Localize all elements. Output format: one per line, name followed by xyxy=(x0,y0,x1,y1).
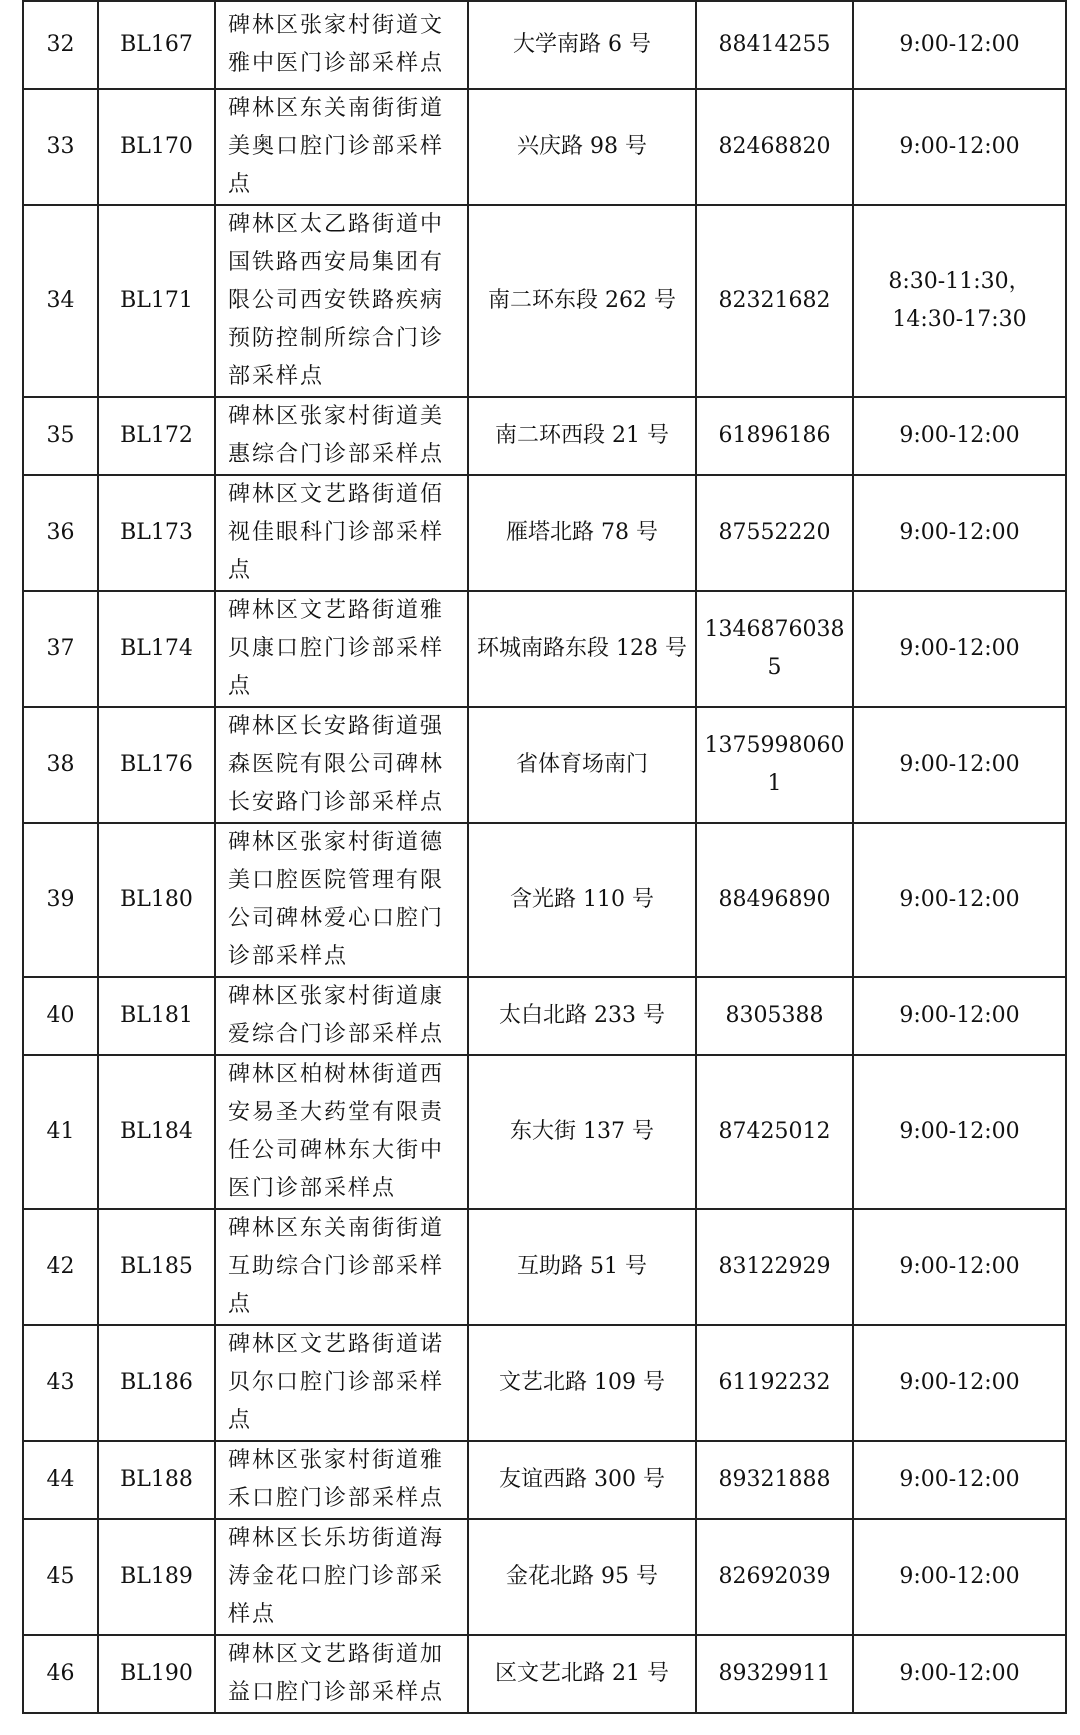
site-name-cell: 碑林区长乐坊街道海涛金花口腔门诊部采样点 xyxy=(215,1519,468,1635)
row-number-cell: 35 xyxy=(23,397,98,475)
hours-cell: 9:00-12:00 xyxy=(853,89,1066,205)
address-cell: 省体育场南门 xyxy=(468,707,696,823)
site-code-cell: BL174 xyxy=(98,591,215,707)
table-row xyxy=(23,475,1066,591)
hours-cell: 9:00-12:00 xyxy=(853,591,1066,707)
site-code-cell: BL172 xyxy=(98,397,215,475)
table-row xyxy=(23,1325,1066,1441)
address-cell: 友谊西路 300 号 xyxy=(468,1441,696,1519)
phone-cell: 89329911 xyxy=(696,1635,853,1713)
hours-cell: 9:00-12:00 xyxy=(853,707,1066,823)
site-code-cell: BL170 xyxy=(98,89,215,205)
address-cell: 太白北路 233 号 xyxy=(468,977,696,1055)
table-row xyxy=(23,823,1066,977)
row-number-cell: 42 xyxy=(23,1209,98,1325)
phone-cell: 88414255 xyxy=(696,1,853,89)
site-name-cell: 碑林区文艺路街道加益口腔门诊部采样点 xyxy=(215,1635,468,1713)
row-number-cell: 40 xyxy=(23,977,98,1055)
table-row xyxy=(23,205,1066,397)
site-name-cell: 碑林区张家村街道雅禾口腔门诊部采样点 xyxy=(215,1441,468,1519)
row-number-cell: 34 xyxy=(23,205,98,397)
row-number-cell: 41 xyxy=(23,1055,98,1209)
site-code-cell: BL167 xyxy=(98,1,215,89)
phone-cell: 8305388 xyxy=(696,977,853,1055)
phone-cell: 13759980601 xyxy=(696,707,853,823)
hours-cell: 8:30-11:30，14:30-17:30 xyxy=(853,205,1066,397)
table-row xyxy=(23,1055,1066,1209)
phone-cell: 87552220 xyxy=(696,475,853,591)
site-name-cell: 碑林区柏树林街道西安易圣大药堂有限责任公司碑林东大街中医门诊部采样点 xyxy=(215,1055,468,1209)
site-name-cell: 碑林区太乙路街道中国铁路西安局集团有限公司西安铁路疾病预防控制所综合门诊部采样点 xyxy=(215,205,468,397)
hours-cell: 9:00-12:00 xyxy=(853,1441,1066,1519)
address-cell: 含光路 110 号 xyxy=(468,823,696,977)
phone-cell: 61896186 xyxy=(696,397,853,475)
site-name-cell: 碑林区文艺路街道诺贝尔口腔门诊部采样点 xyxy=(215,1325,468,1441)
row-number-cell: 44 xyxy=(23,1441,98,1519)
sampling-site-table xyxy=(22,0,1067,1714)
row-number-cell: 32 xyxy=(23,1,98,89)
address-cell: 互助路 51 号 xyxy=(468,1209,696,1325)
address-cell: 雁塔北路 78 号 xyxy=(468,475,696,591)
site-code-cell: BL186 xyxy=(98,1325,215,1441)
table-row xyxy=(23,397,1066,475)
address-cell: 文艺北路 109 号 xyxy=(468,1325,696,1441)
site-name-cell: 碑林区张家村街道康爱综合门诊部采样点 xyxy=(215,977,468,1055)
row-number-cell: 43 xyxy=(23,1325,98,1441)
site-code-cell: BL188 xyxy=(98,1441,215,1519)
site-code-cell: BL185 xyxy=(98,1209,215,1325)
site-code-cell: BL180 xyxy=(98,823,215,977)
site-code-cell: BL189 xyxy=(98,1519,215,1635)
phone-cell: 82692039 xyxy=(696,1519,853,1635)
phone-cell: 82468820 xyxy=(696,89,853,205)
address-cell: 金花北路 95 号 xyxy=(468,1519,696,1635)
hours-cell: 9:00-12:00 xyxy=(853,1325,1066,1441)
table-row xyxy=(23,977,1066,1055)
row-number-cell: 38 xyxy=(23,707,98,823)
table-row xyxy=(23,707,1066,823)
site-code-cell: BL181 xyxy=(98,977,215,1055)
site-name-cell: 碑林区东关南街街道互助综合门诊部采样点 xyxy=(215,1209,468,1325)
row-number-cell: 33 xyxy=(23,89,98,205)
table-row xyxy=(23,89,1066,205)
hours-cell: 9:00-12:00 xyxy=(853,1635,1066,1713)
table-row xyxy=(23,1,1066,89)
hours-cell: 9:00-12:00 xyxy=(853,1209,1066,1325)
hours-cell: 9:00-12:00 xyxy=(853,1519,1066,1635)
row-number-cell: 37 xyxy=(23,591,98,707)
phone-cell: 82321682 xyxy=(696,205,853,397)
hours-cell: 9:00-12:00 xyxy=(853,1055,1066,1209)
address-cell: 东大街 137 号 xyxy=(468,1055,696,1209)
address-cell: 南二环东段 262 号 xyxy=(468,205,696,397)
site-code-cell: BL173 xyxy=(98,475,215,591)
table-row xyxy=(23,1635,1066,1713)
phone-cell: 89321888 xyxy=(696,1441,853,1519)
table-row xyxy=(23,1441,1066,1519)
row-number-cell: 45 xyxy=(23,1519,98,1635)
address-cell: 兴庆路 98 号 xyxy=(468,89,696,205)
row-number-cell: 36 xyxy=(23,475,98,591)
row-number-cell: 39 xyxy=(23,823,98,977)
hours-cell: 9:00-12:00 xyxy=(853,977,1066,1055)
site-name-cell: 碑林区张家村街道德美口腔医院管理有限公司碑林爱心口腔门诊部采样点 xyxy=(215,823,468,977)
hours-cell: 9:00-12:00 xyxy=(853,397,1066,475)
table-row xyxy=(23,591,1066,707)
table-body xyxy=(23,1,1066,1713)
address-cell: 区文艺北路 21 号 xyxy=(468,1635,696,1713)
table-row xyxy=(23,1209,1066,1325)
hours-cell: 9:00-12:00 xyxy=(853,823,1066,977)
address-cell: 大学南路 6 号 xyxy=(468,1,696,89)
hours-cell: 9:00-12:00 xyxy=(853,475,1066,591)
address-cell: 环城南路东段 128 号 xyxy=(468,591,696,707)
site-name-cell: 碑林区张家村街道文雅中医门诊部采样点 xyxy=(215,1,468,89)
address-cell: 南二环西段 21 号 xyxy=(468,397,696,475)
site-code-cell: BL171 xyxy=(98,205,215,397)
site-name-cell: 碑林区文艺路街道雅贝康口腔门诊部采样点 xyxy=(215,591,468,707)
site-code-cell: BL184 xyxy=(98,1055,215,1209)
phone-cell: 88496890 xyxy=(696,823,853,977)
phone-cell: 83122929 xyxy=(696,1209,853,1325)
site-code-cell: BL176 xyxy=(98,707,215,823)
row-number-cell: 46 xyxy=(23,1635,98,1713)
table-row xyxy=(23,1519,1066,1635)
phone-cell: 87425012 xyxy=(696,1055,853,1209)
site-name-cell: 碑林区文艺路街道佰视佳眼科门诊部采样点 xyxy=(215,475,468,591)
hours-cell: 9:00-12:00 xyxy=(853,1,1066,89)
site-name-cell: 碑林区长安路街道强森医院有限公司碑林长安路门诊部采样点 xyxy=(215,707,468,823)
phone-cell: 13468760385 xyxy=(696,591,853,707)
site-code-cell: BL190 xyxy=(98,1635,215,1713)
phone-cell: 61192232 xyxy=(696,1325,853,1441)
site-name-cell: 碑林区东关南街街道美奥口腔门诊部采样点 xyxy=(215,89,468,205)
site-name-cell: 碑林区张家村街道美惠综合门诊部采样点 xyxy=(215,397,468,475)
